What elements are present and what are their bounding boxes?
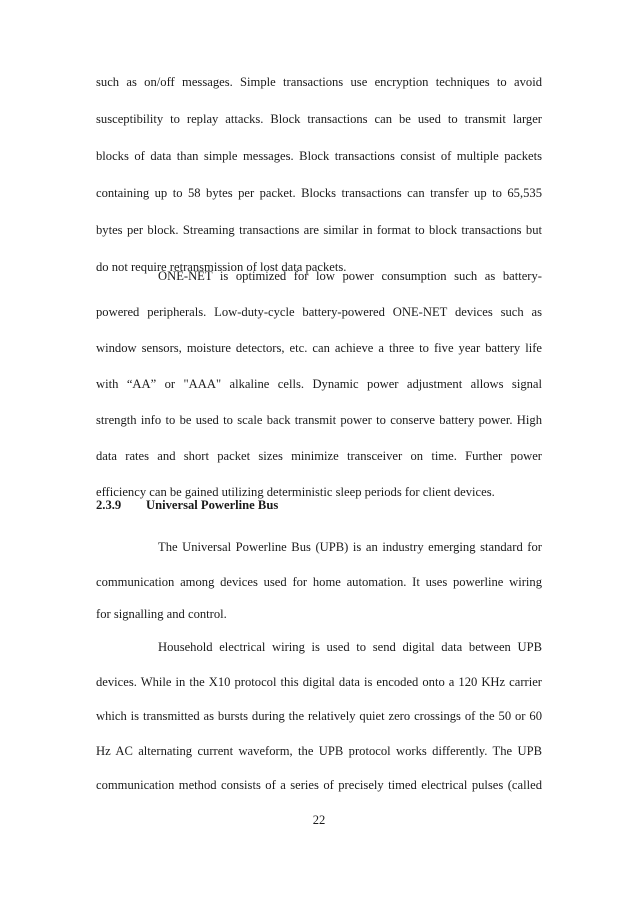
paragraph-line: ONE-NET is optimized for low power consumption such as battery- <box>158 269 542 283</box>
section-heading <box>96 497 278 513</box>
page-number: 22 <box>312 813 326 827</box>
paragraph-line: strength info to be used to scale back transmit power to conserve battery power. High <box>96 413 542 427</box>
paragraph-line: which is transmitted as bursts during the relatively quiet zero crossings of the 50 or 60 <box>96 709 542 723</box>
paragraph-line: communication among devices used for home automation. It uses powerline wiring <box>96 575 542 589</box>
section-title: Universal Powerline Bus <box>146 498 279 512</box>
paragraph-line: The Universal Powerline Bus (UPB) is an industry emerging standard for <box>158 540 542 554</box>
paragraph-line: bytes per block. Streaming transactions are similar in format to block transactions but <box>96 223 542 237</box>
paragraph-line: such as on/off messages. Simple transactions use encryption techniques to avoid <box>96 75 542 89</box>
paragraph-line: communication method consists of a series of precisely timed electrical pulses (called <box>96 778 542 792</box>
section-number: 2.3.9 <box>96 498 122 512</box>
paragraph-line: window sensors, moisture detectors, etc. can achieve a three to five year battery life <box>96 341 542 355</box>
paragraph-line: data rates and short packet sizes minimize transceiver on time. Further power <box>96 449 542 463</box>
paragraph-line: susceptibility to replay attacks. Block transactions can be used to transmit larger <box>96 112 542 126</box>
paragraph-line: Household electrical wiring is used to send digital data between UPB <box>158 640 542 654</box>
paragraph-line: do not require retransmission of lost data packets. <box>96 260 347 274</box>
paragraph-line: blocks of data than simple messages. Block transactions consist of multiple packets <box>96 149 542 163</box>
paragraph-line: efficiency can be gained utilizing deterministic sleep periods for client devices. <box>96 485 495 499</box>
paragraph-line: with “AA” or "AAA" alkaline cells. Dynamic power adjustment allows signal <box>96 377 542 391</box>
paragraph-line: containing up to 58 bytes per packet. Blocks transactions can transfer up to 65,535 <box>96 186 542 200</box>
paragraph-line: Hz AC alternating current waveform, the UPB protocol works differently. The UPB <box>96 744 542 758</box>
paragraph-line: powered peripherals. Low-duty-cycle battery-powered ONE-NET devices such as <box>96 305 542 319</box>
paragraph-line: for signalling and control. <box>96 607 227 621</box>
paragraph-line: devices. While in the X10 protocol this digital data is encoded onto a 120 KHz carrier <box>96 675 542 689</box>
